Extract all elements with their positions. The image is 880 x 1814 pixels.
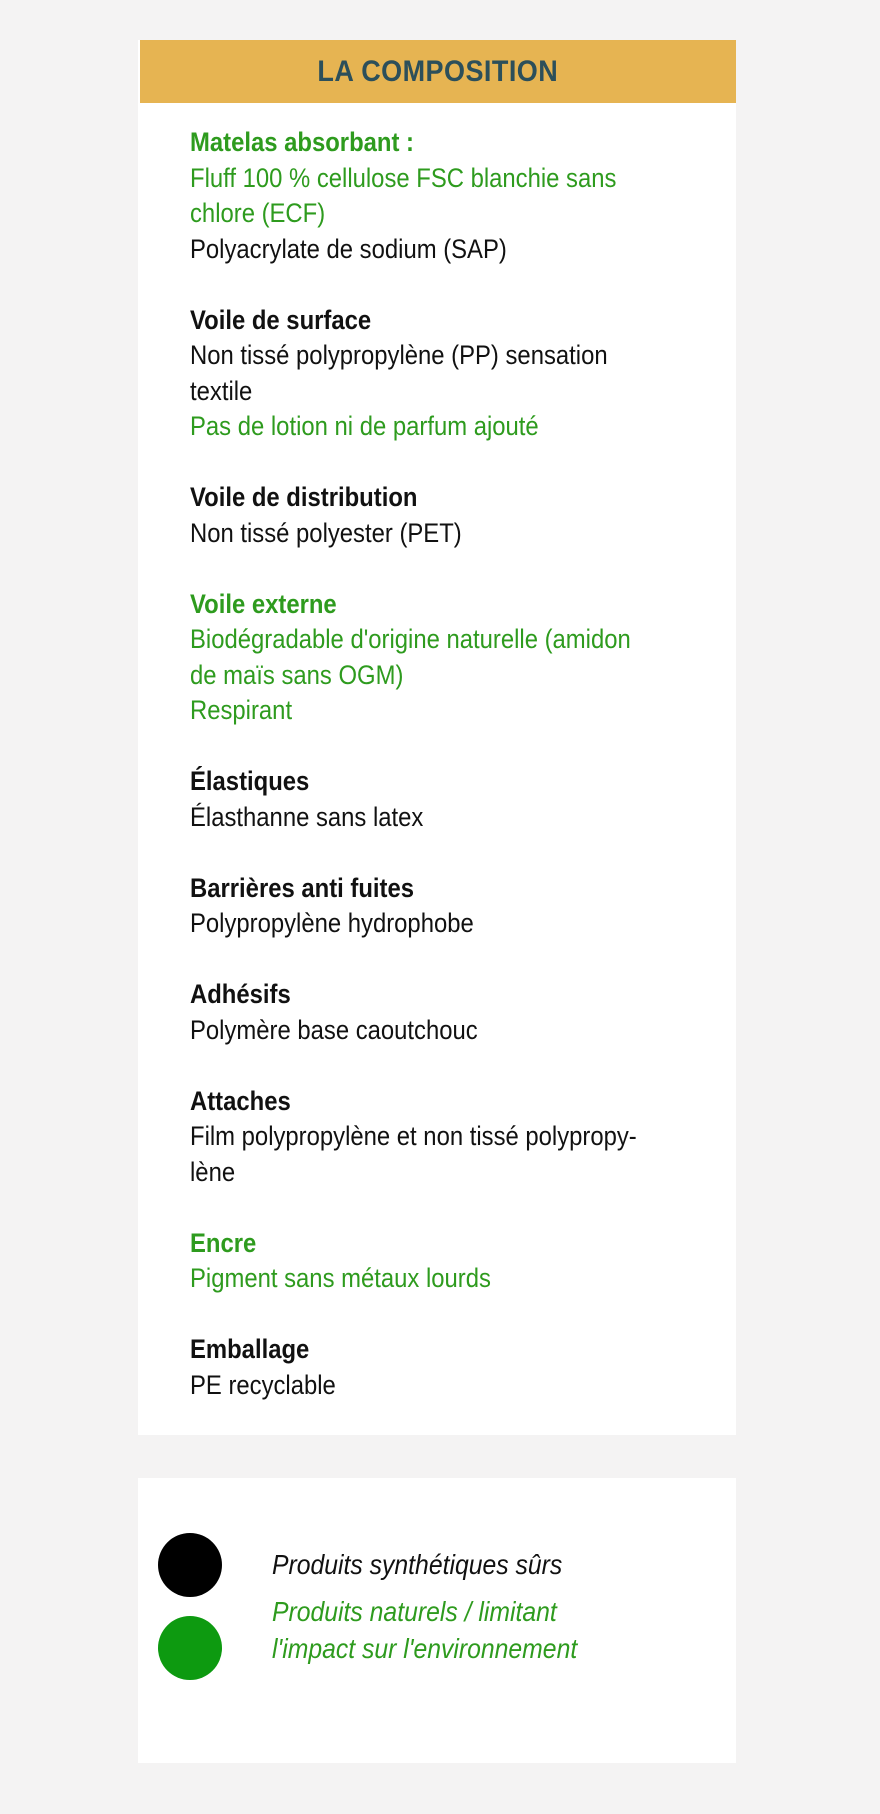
- legend-natural-label-line2: l'impact sur l'environnement: [272, 1633, 578, 1664]
- section-line: Biodégradable d'origine naturelle (amidon: [190, 624, 631, 654]
- page-title: LA COMPOSITION: [317, 54, 559, 88]
- section-line: Film polypropylène et non tissé polypropy-: [190, 1121, 637, 1151]
- legend-card: [138, 1478, 736, 1763]
- composition-section: [190, 303, 710, 445]
- section-line: Pas de lotion ni de parfum ajouté: [190, 411, 539, 441]
- section-title: Barrières anti fuites: [190, 872, 415, 903]
- section-line: Respirant: [190, 695, 293, 725]
- green-dot-icon: [158, 1616, 222, 1680]
- section-line: Fluff 100 % cellulose FSC blanchie sans: [190, 162, 617, 193]
- section-title: Matelas absorbant :: [190, 127, 414, 157]
- composition-section: [190, 125, 710, 267]
- section-title: Voile de distribution: [190, 482, 418, 512]
- section-line: Polypropylène hydrophobe: [190, 908, 474, 938]
- composition-section: [190, 871, 710, 942]
- section-line: chlore (ECF): [190, 198, 326, 228]
- composition-card: [138, 40, 736, 1435]
- composition-section: [190, 1332, 710, 1403]
- composition-section: [190, 1084, 710, 1191]
- section-title: Adhésifs: [190, 979, 291, 1009]
- composition-section: [190, 587, 710, 729]
- section-title: Encre: [190, 1227, 257, 1258]
- legend-natural-label-line1: Produits naturels / limitant: [272, 1596, 557, 1627]
- composition-header: [140, 40, 736, 103]
- section-title: Voile de surface: [190, 304, 372, 335]
- section-line: Non tissé polypropylène (PP) sensation: [190, 340, 608, 370]
- section-line: de maïs sans OGM): [190, 659, 404, 690]
- section-line: Polymère base caoutchouc: [190, 1014, 478, 1045]
- section-line: PE recyclable: [190, 1369, 336, 1400]
- legend-synthetic-label: Produits synthétiques sûrs: [272, 1549, 563, 1580]
- section-title: Emballage: [190, 1334, 310, 1364]
- black-dot-icon: [158, 1533, 222, 1597]
- composition-section: [190, 977, 710, 1048]
- section-title: Attaches: [190, 1085, 291, 1116]
- section-title: Voile externe: [190, 588, 337, 619]
- composition-sections: [190, 125, 710, 1439]
- section-line: Pigment sans métaux lourds: [190, 1263, 491, 1293]
- section-line: Polyacrylate de sodium (SAP): [190, 233, 507, 264]
- section-line: lène: [190, 1156, 236, 1187]
- composition-section: [190, 764, 710, 835]
- section-line: Non tissé polyester (PET): [190, 517, 462, 548]
- section-line: Élasthanne sans latex: [190, 801, 424, 832]
- section-title: Élastiques: [190, 766, 310, 796]
- section-line: textile: [190, 375, 253, 406]
- composition-section: [190, 1226, 710, 1297]
- composition-section: [190, 480, 710, 551]
